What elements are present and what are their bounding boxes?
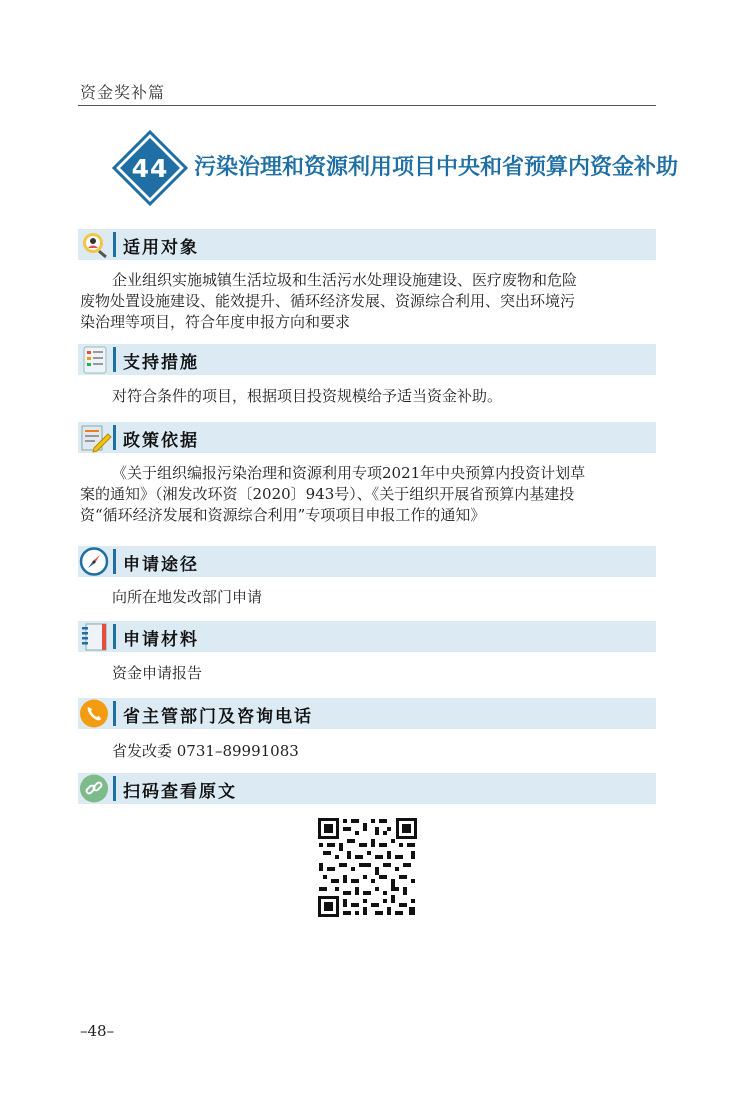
phone-icon — [78, 698, 112, 729]
section-label: 扫码查看原文 — [123, 782, 237, 802]
section-divider — [113, 549, 116, 574]
section-label: 申请材料 — [123, 630, 199, 650]
header-divider — [78, 105, 656, 106]
text-line: 案的通知》（湘发改环资〔2020〕943号）、《关于组织开展省预算内基建投 — [80, 485, 575, 503]
section-divider — [113, 425, 116, 450]
item-number: 44 — [131, 153, 169, 183]
section-materials — [78, 621, 656, 652]
section-policy — [78, 422, 656, 453]
materials-paragraph: 资金申请报告 — [112, 664, 203, 682]
running-header: 资金奖补篇 — [80, 83, 166, 102]
measures-paragraph: 对符合条件的项目，根据项目投资规模给予适当资金补助。 — [112, 387, 503, 405]
section-label: 适用对象 — [123, 238, 199, 258]
section-divider — [113, 701, 116, 726]
item-title: 污染治理和资源利用项目中央和省预算内资金补助 — [194, 154, 679, 180]
section-target — [78, 229, 656, 260]
section-label: 省主管部门及咨询电话 — [123, 707, 313, 727]
item-title-block — [112, 130, 679, 206]
text-line: 《关于组织编报污染治理和资源利用专项2021年中央预算内投资计划草 — [112, 464, 586, 482]
section-divider — [113, 776, 116, 801]
text-line: 企业组织实施城镇生活垃圾和生活污水处理设施建设、医疗废物和危险 — [112, 271, 578, 289]
person-search-icon — [78, 229, 112, 260]
checklist-icon — [78, 344, 112, 375]
contact-paragraph: 省发改委 0731–89991083 — [112, 742, 299, 760]
text-line: 资“循环经济发展和资源综合利用”专项项目申报工作的通知》 — [80, 506, 486, 524]
text-line: 染治理等项目，符合年度申报方向和要求 — [80, 313, 351, 331]
section-divider — [113, 624, 116, 649]
section-contact — [78, 698, 656, 729]
target-paragraph — [80, 270, 658, 333]
page-number: –48– — [80, 1022, 115, 1040]
channel-paragraph: 向所在地发改部门申请 — [112, 588, 263, 606]
policy-paragraph — [80, 463, 658, 526]
notebook-icon — [78, 621, 112, 652]
compass-icon — [78, 546, 112, 577]
section-label: 支持措施 — [123, 353, 199, 373]
section-label: 政策依据 — [123, 431, 199, 451]
document-edit-icon — [78, 422, 112, 453]
text-line: 废物处置设施建设、能效提升、循环经济发展、资源综合利用、突出环境污 — [80, 292, 576, 310]
section-label: 申请途径 — [123, 555, 199, 575]
section-qr — [78, 773, 656, 804]
section-divider — [113, 347, 116, 372]
qr-code[interactable] — [317, 817, 418, 918]
link-icon — [78, 773, 112, 804]
section-channel — [78, 546, 656, 577]
section-divider — [113, 232, 116, 257]
section-measures — [78, 344, 656, 375]
